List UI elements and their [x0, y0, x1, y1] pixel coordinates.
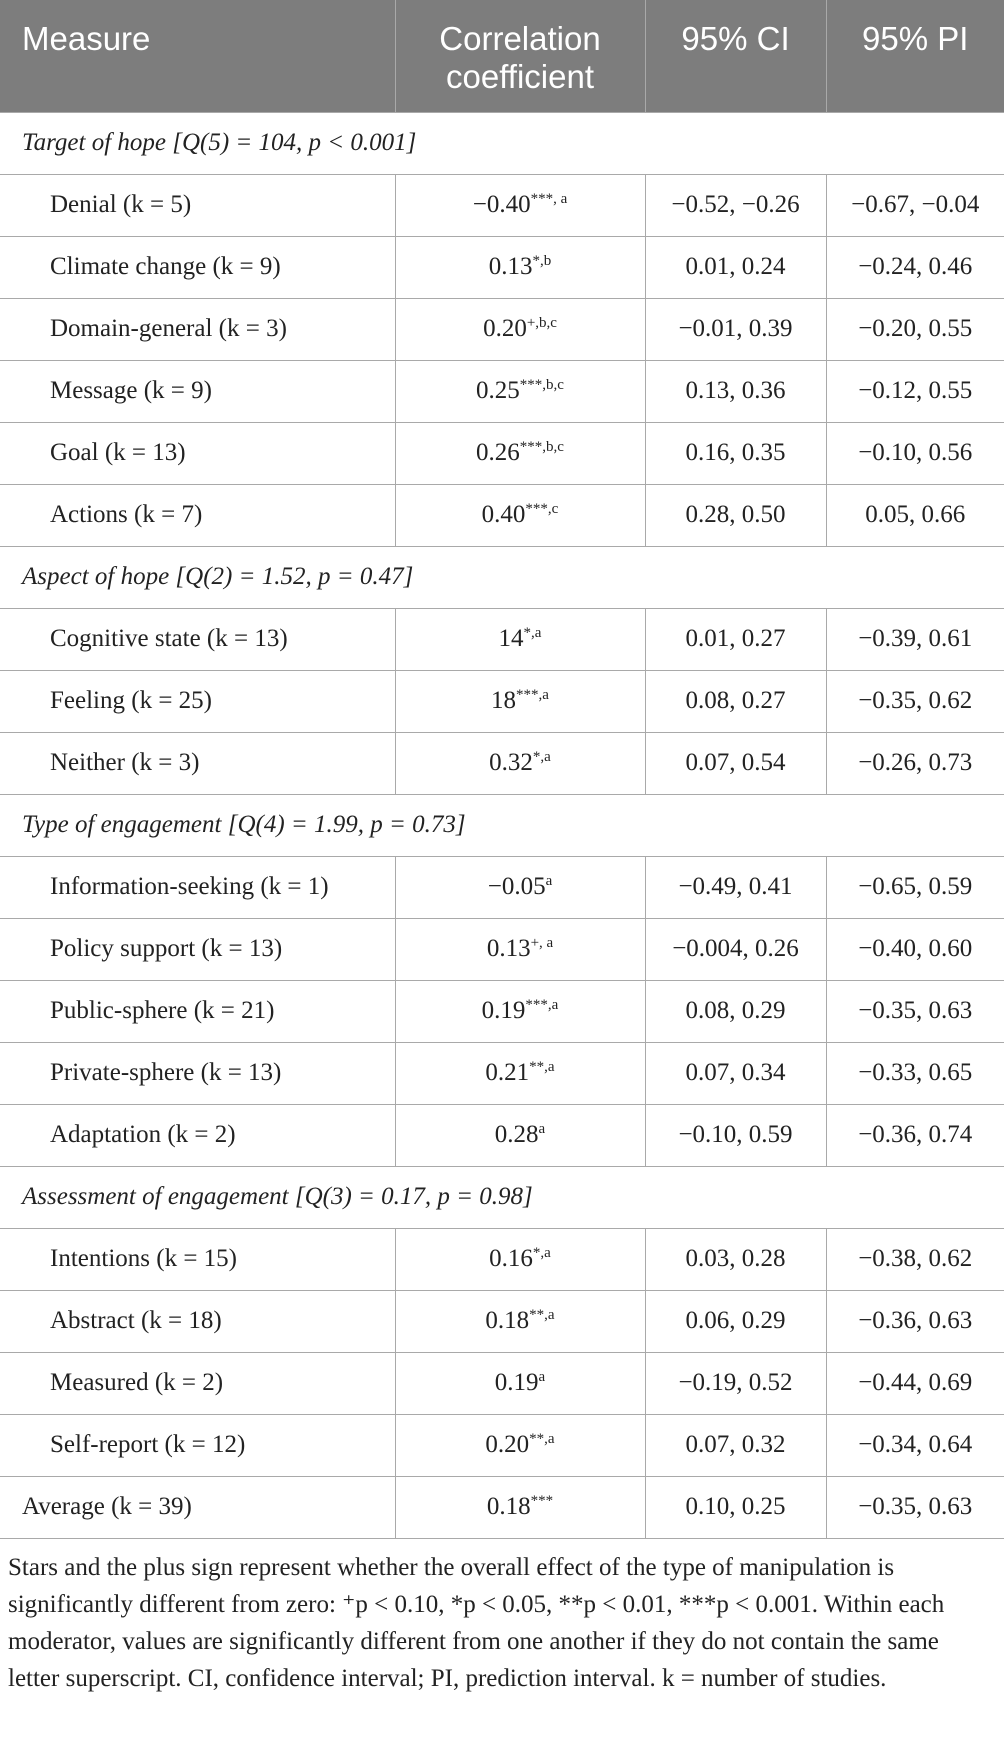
table-row [0, 1414, 1004, 1476]
coefficient-value: 0.18 [486, 1493, 531, 1520]
coefficient-value: 0.40 [481, 501, 526, 528]
pi-cell: −0.34, 0.64 [826, 1414, 1004, 1476]
measure-cell: Goal (k = 13) [0, 422, 395, 484]
coefficient-cell [395, 298, 645, 360]
coefficient-cell [395, 1414, 645, 1476]
coefficient-cell [395, 918, 645, 980]
header-coef-line2: coefficient [446, 58, 594, 95]
coefficient-value: 0.32 [489, 749, 533, 776]
coefficient-cell [395, 174, 645, 236]
coefficient-value: 0.19 [481, 997, 526, 1024]
header-ci: 95% CI [645, 0, 826, 112]
coefficient-cell [395, 1228, 645, 1290]
pi-cell: −0.24, 0.46 [826, 236, 1004, 298]
coefficient-value: 0.18 [485, 1307, 530, 1334]
pi-cell: −0.65, 0.59 [826, 856, 1004, 918]
section-title: Target of hope [Q(5) = 104, p < 0.001] [0, 112, 1004, 174]
measure-cell: Measured (k = 2) [0, 1352, 395, 1414]
measure-cell: Public-sphere (k = 21) [0, 980, 395, 1042]
table-row [0, 1228, 1004, 1290]
measure-cell: Adaptation (k = 2) [0, 1104, 395, 1166]
coefficient-cell [395, 856, 645, 918]
measure-cell: Abstract (k = 18) [0, 1290, 395, 1352]
measure-cell: Denial (k = 5) [0, 174, 395, 236]
significance-superscript: *,a [532, 1245, 551, 1261]
average-row [0, 1476, 1004, 1538]
table-header [0, 0, 1004, 112]
significance-superscript: +,b,c [526, 315, 557, 331]
measure-cell: Private-sphere (k = 13) [0, 1042, 395, 1104]
coefficient-value: 0.25 [476, 377, 520, 404]
table-row [0, 422, 1004, 484]
significance-superscript: ***, a [530, 191, 568, 207]
significance-superscript: *,a [532, 749, 551, 765]
ci-cell: −0.49, 0.41 [645, 856, 826, 918]
coefficient-cell [395, 236, 645, 298]
ci-cell: −0.01, 0.39 [645, 298, 826, 360]
pi-cell: −0.33, 0.65 [826, 1042, 1004, 1104]
pi-cell: −0.35, 0.62 [826, 670, 1004, 732]
ci-cell: 0.07, 0.32 [645, 1414, 826, 1476]
ci-cell: 0.07, 0.54 [645, 732, 826, 794]
ci-cell: −0.52, −0.26 [645, 174, 826, 236]
ci-cell: 0.16, 0.35 [645, 422, 826, 484]
table-row [0, 670, 1004, 732]
coefficient-value: 0.26 [476, 439, 520, 466]
measure-cell: Self-report (k = 12) [0, 1414, 395, 1476]
table-row [0, 980, 1004, 1042]
coefficient-cell [395, 670, 645, 732]
pi-cell: −0.12, 0.55 [826, 360, 1004, 422]
significance-superscript: ***,c [525, 501, 559, 517]
section-header-row [0, 794, 1004, 856]
pi-cell: −0.20, 0.55 [826, 298, 1004, 360]
section-title: Type of engagement [Q(4) = 1.99, p = 0.73] [0, 794, 1004, 856]
coefficient-value: 14 [498, 625, 524, 652]
significance-superscript: ***,b,c [519, 439, 564, 455]
section-header-row [0, 112, 1004, 174]
significance-superscript: **,a [529, 1307, 555, 1323]
significance-superscript: *,a [523, 625, 542, 641]
ci-cell: 0.01, 0.27 [645, 608, 826, 670]
coefficient-value: 18 [491, 687, 517, 714]
measure-cell: Information-seeking (k = 1) [0, 856, 395, 918]
coefficient-cell [395, 422, 645, 484]
table-footnote: Stars and the plus sign represent whether the overall effect of the type of manipulation is significantly different from zero: ⁺p < 0.10, *p < 0.05, **p < 0.01, ***p < 0.001. Within each moderator, values are significantly different from one another if they do not contain the same letter superscript. CI, confidence interval; PI, prediction interval. k = number of studies. [8, 1553, 945, 1692]
significance-superscript: ***,a [525, 997, 559, 1013]
ci-cell: 0.07, 0.34 [645, 1042, 826, 1104]
ci-cell: 0.28, 0.50 [645, 484, 826, 546]
pi-cell: −0.40, 0.60 [826, 918, 1004, 980]
measure-cell: Average (k = 39) [0, 1476, 395, 1538]
pi-cell: −0.36, 0.74 [826, 1104, 1004, 1166]
measure-cell: Policy support (k = 13) [0, 918, 395, 980]
pi-cell: −0.39, 0.61 [826, 608, 1004, 670]
ci-cell: 0.01, 0.24 [645, 236, 826, 298]
ci-cell: −0.004, 0.26 [645, 918, 826, 980]
coefficient-value: 0.20 [485, 1431, 530, 1458]
coefficient-value: 0.28 [494, 1121, 539, 1148]
significance-superscript: +, a [530, 935, 554, 951]
coefficient-cell [395, 360, 645, 422]
table-row [0, 608, 1004, 670]
coefficient-cell [395, 1290, 645, 1352]
measure-cell: Cognitive state (k = 13) [0, 608, 395, 670]
measure-cell: Actions (k = 7) [0, 484, 395, 546]
table-row [0, 236, 1004, 298]
section-title: Assessment of engagement [Q(3) = 0.17, p = 0.98] [0, 1166, 1004, 1228]
header-coef-line1: Correlation [439, 20, 601, 57]
significance-superscript: *,b [532, 253, 552, 269]
table-row [0, 732, 1004, 794]
ci-cell: −0.19, 0.52 [645, 1352, 826, 1414]
significance-superscript: **,a [529, 1059, 555, 1075]
coefficient-cell [395, 608, 645, 670]
table-row [0, 1352, 1004, 1414]
significance-superscript: **,a [529, 1431, 555, 1447]
coefficient-cell [395, 1042, 645, 1104]
pi-cell: −0.38, 0.62 [826, 1228, 1004, 1290]
measure-cell: Intentions (k = 15) [0, 1228, 395, 1290]
coefficient-cell [395, 1104, 645, 1166]
header-pi: 95% PI [826, 0, 1004, 112]
header-measure: Measure [0, 0, 395, 112]
significance-superscript: *** [530, 1493, 554, 1509]
table-row [0, 1042, 1004, 1104]
ci-cell: 0.08, 0.27 [645, 670, 826, 732]
measure-cell: Domain-general (k = 3) [0, 298, 395, 360]
pi-cell: −0.36, 0.63 [826, 1290, 1004, 1352]
table-row [0, 484, 1004, 546]
table-row [0, 856, 1004, 918]
pi-cell: −0.67, −0.04 [826, 174, 1004, 236]
ci-cell: 0.06, 0.29 [645, 1290, 826, 1352]
coefficient-value: 0.19 [494, 1369, 539, 1396]
ci-cell: −0.10, 0.59 [645, 1104, 826, 1166]
table-body [0, 112, 1004, 1538]
coefficient-value: −0.40 [472, 191, 531, 218]
coefficient-value: 0.21 [485, 1059, 530, 1086]
table-row [0, 1290, 1004, 1352]
coefficient-cell [395, 980, 645, 1042]
ci-cell: 0.08, 0.29 [645, 980, 826, 1042]
significance-superscript: ***,a [516, 687, 549, 703]
coefficient-value: 0.16 [489, 1245, 533, 1272]
section-header-row [0, 546, 1004, 608]
pi-cell: −0.10, 0.56 [826, 422, 1004, 484]
coefficient-cell [395, 732, 645, 794]
header-correlation-coefficient [395, 0, 645, 112]
coefficient-value: 0.20 [483, 315, 527, 342]
coefficient-cell [395, 484, 645, 546]
measure-cell: Climate change (k = 9) [0, 236, 395, 298]
measure-cell: Feeling (k = 25) [0, 670, 395, 732]
table-row [0, 918, 1004, 980]
significance-superscript: a [538, 1369, 546, 1385]
pi-cell: −0.35, 0.63 [826, 1476, 1004, 1538]
ci-cell: 0.10, 0.25 [645, 1476, 826, 1538]
measure-cell: Neither (k = 3) [0, 732, 395, 794]
ci-cell: 0.13, 0.36 [645, 360, 826, 422]
measure-cell: Message (k = 9) [0, 360, 395, 422]
coefficient-value: 0.13 [488, 253, 533, 280]
ci-cell: 0.03, 0.28 [645, 1228, 826, 1290]
table-row [0, 298, 1004, 360]
significance-superscript: a [538, 1121, 546, 1137]
section-header-row [0, 1166, 1004, 1228]
significance-superscript: a [545, 873, 553, 889]
table-row [0, 1104, 1004, 1166]
pi-cell: −0.44, 0.69 [826, 1352, 1004, 1414]
coefficient-value: −0.05 [487, 873, 546, 900]
pi-cell: −0.35, 0.63 [826, 980, 1004, 1042]
pi-cell: 0.05, 0.66 [826, 484, 1004, 546]
significance-superscript: ***,b,c [519, 377, 564, 393]
coefficient-cell [395, 1352, 645, 1414]
pi-cell: −0.26, 0.73 [826, 732, 1004, 794]
coefficient-cell [395, 1476, 645, 1538]
coefficient-value: 0.13 [486, 935, 531, 962]
section-title: Aspect of hope [Q(2) = 1.52, p = 0.47] [0, 546, 1004, 608]
table-row [0, 174, 1004, 236]
table-row [0, 360, 1004, 422]
